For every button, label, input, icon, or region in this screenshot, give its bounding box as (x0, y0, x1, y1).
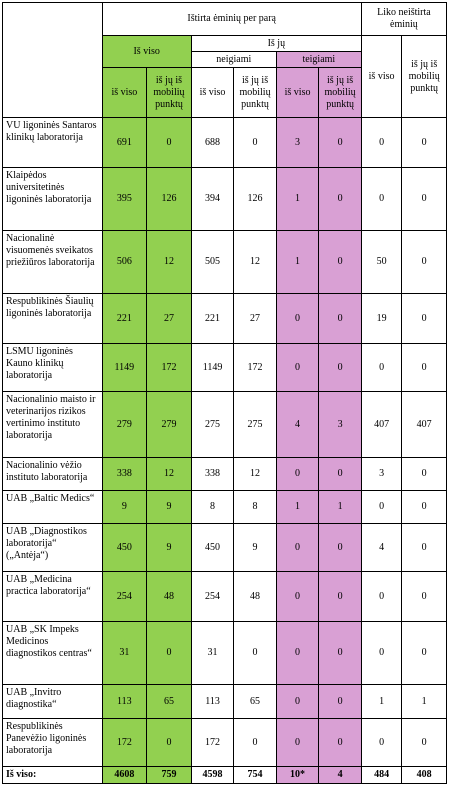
tested-per-day-header: Ištirta ėminių per parą (102, 3, 361, 36)
positive-mobile-cell: 0 (319, 294, 362, 344)
total-cell: 338 (102, 458, 147, 491)
negative-total-cell: 221 (191, 294, 234, 344)
negative-mobile-cell: 65 (234, 685, 277, 719)
laboratory-name: Respublikinės Panevėžio ligoninės laboratorija (3, 719, 103, 767)
negative-total-col-header: iš viso (191, 68, 234, 118)
of-which-header: Iš jų (191, 36, 361, 52)
negative-mobile-cell: 12 (234, 458, 277, 491)
positive-mobile-cell: 0 (319, 344, 362, 392)
total-mobile-cell: 126 (147, 168, 192, 231)
remaining-mobile-cell: 407 (402, 392, 447, 458)
negative-header: neigiami (191, 52, 276, 68)
laboratory-name: Respublikinės Šiaulių ligoninės laboratorija (3, 294, 103, 344)
table-row (3, 392, 447, 458)
negative-mobile-cell: 8 (234, 491, 277, 524)
corner-cell (3, 3, 103, 118)
positive-total-cell: 0 (276, 719, 319, 767)
remaining-total-cell: 0 (361, 168, 401, 231)
remaining-mobile-cell: 0 (402, 458, 447, 491)
totals-row (3, 767, 447, 784)
total-mobile-col-header: iš jų iš mobilių punktų (147, 68, 192, 118)
total-cell: 9 (102, 491, 147, 524)
remaining-total-cell: 0 (361, 622, 401, 685)
negative-total-cell: 338 (191, 458, 234, 491)
positive-mobile-cell: 3 (319, 392, 362, 458)
negative-mobile-cell: 0 (234, 622, 277, 685)
table-row (3, 719, 447, 767)
laboratory-name: VU ligoninės Santaros klinikų laboratorija (3, 118, 103, 168)
total-mobile-cell: 12 (147, 458, 192, 491)
remaining-mobile-header: iš jų iš mobilių punktų (402, 36, 447, 118)
positive-total-cell: 4 (276, 392, 319, 458)
positive-mobile-cell: 0 (319, 622, 362, 685)
negative-mobile-cell: 754 (234, 767, 277, 784)
positive-mobile-cell: 0 (319, 458, 362, 491)
total-group-header: Iš viso (102, 36, 191, 68)
laboratory-name: UAB „Invitro diagnostika“ (3, 685, 103, 719)
total-cell: 172 (102, 719, 147, 767)
positive-total-cell: 0 (276, 685, 319, 719)
negative-total-cell: 8 (191, 491, 234, 524)
positive-total-cell: 0 (276, 622, 319, 685)
total-mobile-cell: 9 (147, 491, 192, 524)
total-cell: 254 (102, 572, 147, 622)
negative-mobile-cell: 275 (234, 392, 277, 458)
remaining-total-cell: 1 (361, 685, 401, 719)
table-row (3, 294, 447, 344)
remaining-total-cell: 19 (361, 294, 401, 344)
positive-mobile-col-header: iš jų iš mobilių punktų (319, 68, 362, 118)
positive-total-cell: 0 (276, 344, 319, 392)
totals-label: Iš viso: (3, 767, 103, 784)
laboratory-name: Nacionalinio vėžio instituto laboratorija (3, 458, 103, 491)
positive-total-cell: 10* (276, 767, 319, 784)
total-mobile-cell: 0 (147, 622, 192, 685)
table-row (3, 685, 447, 719)
negative-mobile-cell: 12 (234, 231, 277, 294)
remaining-total-cell: 484 (361, 767, 401, 784)
total-col-header: iš viso (102, 68, 147, 118)
positive-total-cell: 0 (276, 294, 319, 344)
negative-mobile-cell: 27 (234, 294, 277, 344)
laboratory-name: Nacionalinio maisto ir veterinarijos rizikos vertinimo instituto laboratorija (3, 392, 103, 458)
remaining-mobile-cell: 0 (402, 294, 447, 344)
total-cell: 395 (102, 168, 147, 231)
table-row (3, 118, 447, 168)
negative-total-cell: 394 (191, 168, 234, 231)
remaining-total-cell: 50 (361, 231, 401, 294)
laboratory-name: LSMU ligoninės Kauno klinikų laboratorija (3, 344, 103, 392)
negative-mobile-cell: 9 (234, 524, 277, 572)
total-mobile-cell: 48 (147, 572, 192, 622)
total-mobile-cell: 0 (147, 118, 192, 168)
remaining-mobile-cell: 0 (402, 524, 447, 572)
laboratory-name: Nacionalinė visuomenės sveikatos priežiūros laboratorija (3, 231, 103, 294)
remaining-total-cell: 0 (361, 118, 401, 168)
remaining-mobile-cell: 0 (402, 168, 447, 231)
positive-total-cell: 3 (276, 118, 319, 168)
remaining-mobile-cell: 0 (402, 622, 447, 685)
positive-mobile-cell: 0 (319, 231, 362, 294)
negative-mobile-cell: 48 (234, 572, 277, 622)
table-row (3, 622, 447, 685)
negative-total-cell: 688 (191, 118, 234, 168)
remaining-mobile-cell: 408 (402, 767, 447, 784)
remaining-mobile-cell: 0 (402, 719, 447, 767)
positive-total-cell: 0 (276, 458, 319, 491)
positive-total-cell: 1 (276, 168, 319, 231)
negative-total-cell: 4598 (191, 767, 234, 784)
negative-mobile-cell: 0 (234, 719, 277, 767)
positive-total-cell: 1 (276, 491, 319, 524)
remaining-total-cell: 3 (361, 458, 401, 491)
remaining-mobile-cell: 0 (402, 118, 447, 168)
remaining-total-cell: 0 (361, 344, 401, 392)
total-mobile-cell: 27 (147, 294, 192, 344)
negative-total-cell: 31 (191, 622, 234, 685)
total-cell: 450 (102, 524, 147, 572)
total-cell: 113 (102, 685, 147, 719)
negative-mobile-col-header: iš jų iš mobilių punktų (234, 68, 277, 118)
table-row (3, 491, 447, 524)
negative-mobile-cell: 0 (234, 118, 277, 168)
remaining-mobile-cell: 1 (402, 685, 447, 719)
remaining-mobile-cell: 0 (402, 344, 447, 392)
table-body (3, 118, 447, 784)
total-cell: 279 (102, 392, 147, 458)
negative-total-cell: 450 (191, 524, 234, 572)
total-mobile-cell: 759 (147, 767, 192, 784)
total-cell: 221 (102, 294, 147, 344)
remaining-total-header: iš viso (361, 36, 401, 118)
table-row (3, 572, 447, 622)
laboratory-name: UAB „Medicina practica laboratorija“ (3, 572, 103, 622)
positive-total-cell: 1 (276, 231, 319, 294)
negative-total-cell: 172 (191, 719, 234, 767)
table-row (3, 168, 447, 231)
laboratory-name: UAB „SK Impeks Medicinos diagnostikos centras“ (3, 622, 103, 685)
positive-total-cell: 0 (276, 572, 319, 622)
remaining-mobile-cell: 0 (402, 491, 447, 524)
remaining-mobile-cell: 0 (402, 572, 447, 622)
lab-testing-table (2, 2, 447, 784)
negative-total-cell: 1149 (191, 344, 234, 392)
table-row (3, 344, 447, 392)
table-row (3, 458, 447, 491)
total-mobile-cell: 0 (147, 719, 192, 767)
laboratory-name: UAB „Diagnostikos laboratorija“ („Antėja“) (3, 524, 103, 572)
total-mobile-cell: 172 (147, 344, 192, 392)
total-cell: 506 (102, 231, 147, 294)
positive-mobile-cell: 0 (319, 572, 362, 622)
remaining-total-cell: 4 (361, 524, 401, 572)
remaining-total-cell: 0 (361, 719, 401, 767)
total-mobile-cell: 9 (147, 524, 192, 572)
total-cell: 31 (102, 622, 147, 685)
total-cell: 1149 (102, 344, 147, 392)
remaining-total-cell: 0 (361, 491, 401, 524)
remaining-total-cell: 0 (361, 572, 401, 622)
positive-total-cell: 0 (276, 524, 319, 572)
total-mobile-cell: 65 (147, 685, 192, 719)
positive-mobile-cell: 0 (319, 685, 362, 719)
remaining-mobile-cell: 0 (402, 231, 447, 294)
positive-mobile-cell: 4 (319, 767, 362, 784)
positive-mobile-cell: 1 (319, 491, 362, 524)
negative-total-cell: 254 (191, 572, 234, 622)
laboratory-name: UAB „Baltic Medics“ (3, 491, 103, 524)
positive-mobile-cell: 0 (319, 719, 362, 767)
negative-total-cell: 505 (191, 231, 234, 294)
total-cell: 691 (102, 118, 147, 168)
total-mobile-cell: 12 (147, 231, 192, 294)
positive-mobile-cell: 0 (319, 118, 362, 168)
positive-mobile-cell: 0 (319, 168, 362, 231)
total-cell: 4608 (102, 767, 147, 784)
negative-total-cell: 275 (191, 392, 234, 458)
table-row (3, 231, 447, 294)
positive-total-col-header: iš viso (276, 68, 319, 118)
table-header (3, 3, 447, 118)
remaining-total-cell: 407 (361, 392, 401, 458)
laboratory-name: Klaipėdos universitetinės ligoninės laboratorija (3, 168, 103, 231)
negative-total-cell: 113 (191, 685, 234, 719)
remaining-untested-header: Liko neištirta ėminių (361, 3, 446, 36)
negative-mobile-cell: 172 (234, 344, 277, 392)
table-row (3, 524, 447, 572)
positive-mobile-cell: 0 (319, 524, 362, 572)
positive-header: teigiami (276, 52, 361, 68)
negative-mobile-cell: 126 (234, 168, 277, 231)
total-mobile-cell: 279 (147, 392, 192, 458)
